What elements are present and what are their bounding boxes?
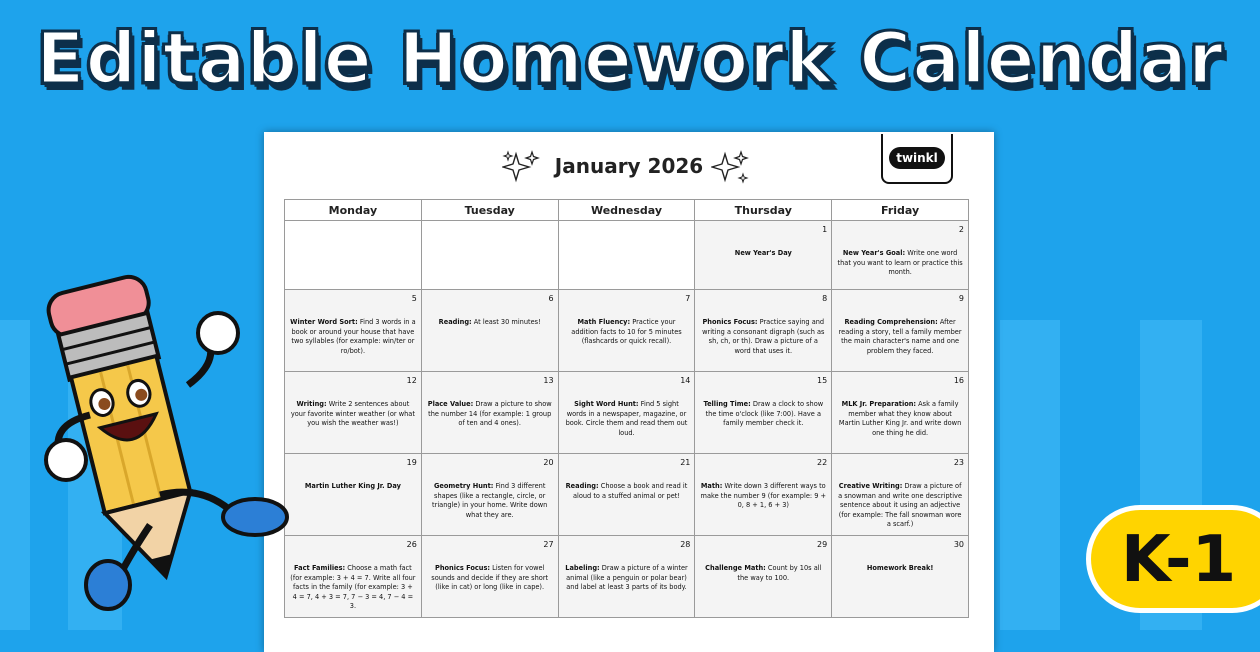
task-text: Ask a family member what they know about Martin Luther King Jr. and write down one thing he did. — [838, 400, 962, 437]
day-number: 2 — [958, 225, 964, 234]
task-label: MLK Jr. Preparation: — [841, 400, 917, 408]
day-number: 12 — [406, 376, 417, 385]
calendar-day-cell[interactable] — [832, 221, 969, 290]
calendar-sheet — [264, 132, 994, 652]
day-number: 29 — [817, 540, 828, 549]
calendar-day-cell[interactable] — [421, 290, 558, 372]
task-label: Reading Comprehension: — [844, 318, 938, 326]
calendar-day-cell[interactable] — [421, 221, 558, 290]
homework-task — [700, 564, 826, 583]
task-label: Writing: — [296, 400, 327, 408]
calendar-day-cell[interactable] — [421, 372, 558, 454]
task-text: Draw a clock to show the time o'clock (like 7:00). Have a family member check it. — [705, 400, 824, 428]
task-text: Write one word that you want to learn or practice this month. — [837, 249, 963, 277]
day-number: 30 — [953, 540, 964, 549]
day-number: 21 — [680, 458, 691, 467]
task-label: Fact Families: — [294, 564, 346, 572]
homework-task — [564, 564, 690, 593]
calendar-day-cell[interactable] — [285, 372, 422, 454]
task-label: Challenge Math: — [705, 564, 766, 572]
calendar-week-row — [285, 454, 969, 536]
day-number: 6 — [548, 294, 554, 303]
task-label: Sight Word Hunt: — [574, 400, 639, 408]
calendar-day-cell[interactable] — [832, 454, 969, 536]
day-number: 26 — [406, 540, 417, 549]
task-label: Creative Writing: — [838, 482, 903, 490]
calendar-day-cell[interactable] — [695, 290, 832, 372]
day-header: Wednesday — [558, 200, 695, 221]
task-text: Find 3 words in a book or around your house that have two syllables (for example: win/ter or ro/bot). — [291, 318, 416, 355]
homework-task — [837, 249, 963, 278]
sparkle-icon — [711, 150, 749, 186]
task-label: Telling Time: — [703, 400, 751, 408]
homework-task — [837, 482, 963, 530]
homework-task — [837, 318, 963, 356]
task-label: Geometry Hunt: — [433, 482, 494, 490]
grade-badge — [1086, 505, 1260, 613]
calendar-week-row — [285, 221, 969, 290]
calendar-day-cell[interactable] — [285, 454, 422, 536]
task-text: After reading a story, tell a family member the main character's name and one problem they faced. — [838, 318, 962, 355]
task-label: Place Value: — [427, 400, 474, 408]
calendar-day-cell[interactable] — [558, 290, 695, 372]
task-label: Reading: — [438, 318, 472, 326]
task-text: At least 30 minutes! — [471, 318, 541, 326]
homework-task — [700, 318, 826, 356]
day-number: 16 — [953, 376, 964, 385]
calendar-day-cell[interactable] — [285, 290, 422, 372]
homework-task — [700, 249, 826, 259]
task-text: Practice saying and writing a consonant digraph (such as sh, ch, or th). Draw a picture of a word that uses it. — [702, 318, 825, 355]
homework-task — [290, 400, 416, 429]
calendar-day-cell[interactable] — [832, 290, 969, 372]
day-number: 7 — [685, 294, 691, 303]
task-text: Draw a picture to show the number 14 (for example: 1 group of ten and 4 ones). — [428, 400, 552, 428]
day-number: 23 — [953, 458, 964, 467]
task-label: Reading: — [565, 482, 599, 490]
task-text: Listen for vowel sounds and decide if they are short (like in cat) or long (like in cape). — [431, 564, 549, 592]
day-number: 5 — [411, 294, 417, 303]
task-text: Draw a picture of a snowman and write one descriptive sentence about it using an adjective (for example: The fall snowman wore a scarf.) — [838, 482, 963, 529]
homework-task — [564, 482, 690, 501]
task-label: Winter Word Sort: — [290, 318, 358, 326]
task-label: Martin Luther King Jr. Day — [304, 482, 401, 490]
day-header: Thursday — [695, 200, 832, 221]
homework-task — [700, 482, 826, 511]
background-stripe — [1000, 320, 1060, 630]
calendar-day-cell[interactable] — [695, 221, 832, 290]
calendar-week-row — [285, 290, 969, 372]
homework-task — [700, 400, 826, 429]
homework-task — [837, 564, 963, 574]
homework-task — [837, 400, 963, 438]
task-text: Practice your addition facts to 10 for 5 minutes (flashcards or quick recall). — [571, 318, 682, 346]
day-number: 20 — [543, 458, 554, 467]
calendar-day-cell[interactable] — [832, 536, 969, 618]
homework-task — [427, 564, 553, 593]
calendar-day-cell[interactable] — [695, 454, 832, 536]
pencil-mascot — [30, 255, 300, 615]
task-text: Choose a book and read it aloud to a stuffed animal or pet! — [572, 482, 688, 500]
task-label: Math: — [700, 482, 723, 490]
task-label: Phonics Focus: — [702, 318, 758, 326]
calendar-grid — [284, 199, 969, 618]
calendar-day-cell[interactable] — [832, 372, 969, 454]
day-header: Tuesday — [421, 200, 558, 221]
homework-task — [427, 400, 553, 429]
day-number: 19 — [406, 458, 417, 467]
task-text: Find 3 different shapes (like a rectangle, circle, or triangle) in your home. Write down what they are. — [432, 482, 548, 519]
day-number: 13 — [543, 376, 554, 385]
day-number: 15 — [817, 376, 828, 385]
calendar-day-cell[interactable] — [421, 454, 558, 536]
day-number: 27 — [543, 540, 554, 549]
twinkl-logo — [881, 134, 953, 184]
day-number: 28 — [680, 540, 691, 549]
task-text: Choose a math fact (for example: 3 + 4 = 7. Write all four facts in the family (for example: 3 + 4 = 7, 4 + 3 = 7, 7 − 3 = 4, 7 − 4 = 3. — [290, 564, 416, 611]
calendar-day-cell[interactable] — [695, 372, 832, 454]
day-header: Monday — [285, 200, 422, 221]
calendar-week-row — [285, 536, 969, 618]
task-label: Math Fluency: — [577, 318, 631, 326]
calendar-title: January 2026 — [554, 154, 704, 178]
grade-label: K-1 — [1121, 523, 1237, 597]
calendar-day-cell[interactable] — [421, 536, 558, 618]
calendar-day-cell[interactable] — [558, 536, 695, 618]
homework-task — [564, 400, 690, 438]
task-text: Find 5 sight words in a newspaper, magazine, or book. Circle them and read them out loud. — [565, 400, 688, 437]
task-text: Write down 3 different ways to make the number 9 (for example: 9 + 0, 8 + 1, 6 + 3) — [700, 482, 827, 510]
day-number: 22 — [817, 458, 828, 467]
homework-task — [290, 564, 416, 612]
task-label: New Year's Day — [734, 249, 792, 257]
calendar-day-cell[interactable] — [558, 454, 695, 536]
calendar-day-cell[interactable] — [558, 221, 695, 290]
calendar-day-cell[interactable] — [558, 372, 695, 454]
day-number: 8 — [822, 294, 828, 303]
background-stripe — [0, 320, 30, 630]
homework-task — [290, 318, 416, 356]
task-label: Labeling: — [565, 564, 600, 572]
homework-task — [564, 318, 690, 347]
calendar-week-row — [285, 372, 969, 454]
homework-task — [427, 318, 553, 328]
day-number: 1 — [822, 225, 828, 234]
task-label: New Year's Goal: — [842, 249, 906, 257]
task-label: Phonics Focus: — [434, 564, 491, 572]
homework-task — [290, 482, 416, 492]
headline: Editable Homework Calendar — [35, 17, 1224, 100]
calendar-day-cell[interactable] — [285, 536, 422, 618]
homework-task — [427, 482, 553, 520]
task-text: Write 2 sentences about your favorite winter weather (or what you wish the weather was!) — [290, 400, 415, 428]
day-number: 14 — [680, 376, 691, 385]
calendar-day-cell[interactable] — [285, 221, 422, 290]
calendar-day-cell[interactable] — [695, 536, 832, 618]
logo-text: twinkl — [889, 147, 945, 169]
task-label: Homework Break! — [866, 564, 934, 572]
task-text: Count by 10s all the way to 100. — [737, 564, 822, 582]
day-header: Friday — [832, 200, 969, 221]
day-number: 9 — [958, 294, 964, 303]
task-text: Draw a picture of a winter animal (like a penguin or polar bear) and label at least 3 parts of its body. — [566, 564, 688, 592]
